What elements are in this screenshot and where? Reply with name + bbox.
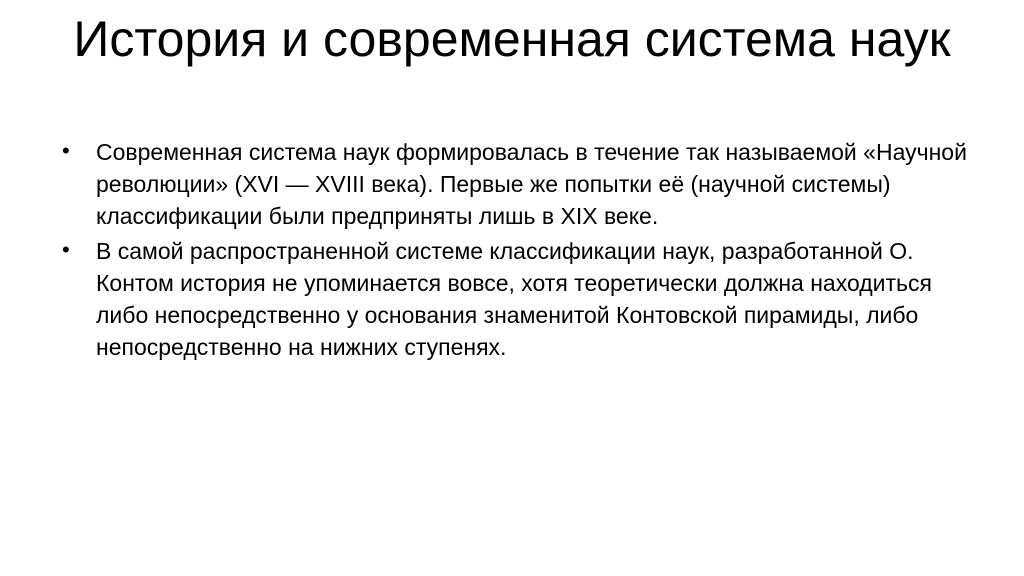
slide-title: История и современная система наук [73,11,951,67]
bullet-item [60,136,980,232]
bullet-list [60,136,980,366]
bullet-text: Современная система наук формировалась в течение так называемой «Научной революции» (XVI — XVIII века). Первые же попытки её (научной системы) классификации были предприняты лишь в XIX веке. [96,139,967,229]
bullet-marker: • [62,138,70,163]
bullet-marker: • [62,237,70,262]
bullet-item [60,235,980,363]
bullet-text: В самой распространенной системе классификации наук, разработанной О. Контом история не упоминается вовсе, хотя теоретически должна находиться либо непосредственно у основания знаменитой Контовской пирамиды, либо непосредственно на нижних ступенях. [96,238,932,360]
